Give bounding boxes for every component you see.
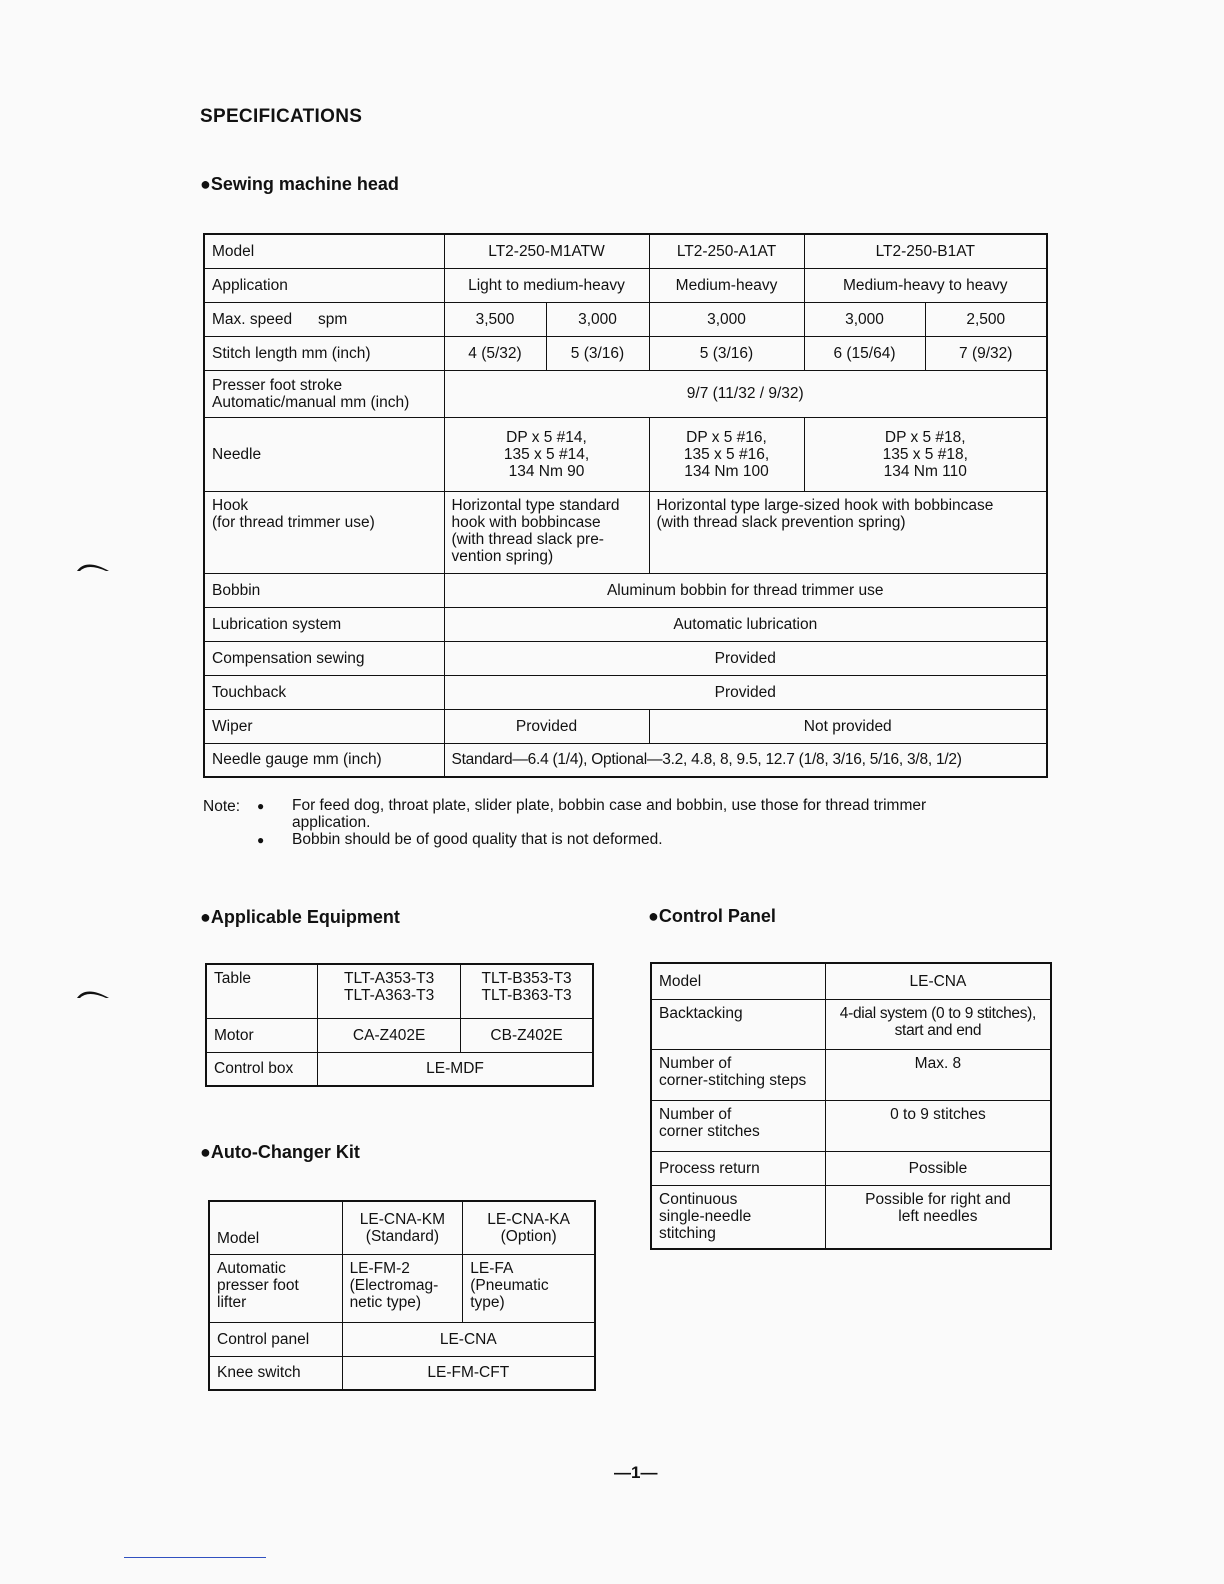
note-label: Note: xyxy=(203,798,241,815)
table-row xyxy=(651,1049,1051,1100)
speed-cell: 3,000 xyxy=(804,302,925,336)
row-label: Continuous single-needle stitching xyxy=(651,1185,825,1249)
section-heading-equipment: ●Applicable Equipment xyxy=(200,907,400,927)
presser-value: 9/7 (11/32 / 9/32) xyxy=(444,370,1047,417)
model-cell: LT2-250-B1AT xyxy=(804,234,1047,268)
speed-cell: 3,500 xyxy=(444,302,546,336)
stitch-cell: 7 (9/32) xyxy=(925,336,1047,370)
row-label: Number of corner stitches xyxy=(651,1100,825,1151)
wiper-cell: Not provided xyxy=(649,709,1047,743)
table-row xyxy=(651,963,1051,999)
section-heading-sewing-head: ●Sewing machine head xyxy=(200,174,399,194)
row-label: Process return xyxy=(651,1151,825,1185)
application-cell: Medium-heavy xyxy=(649,268,804,302)
hook-cell: Horizontal type standard hook with bobbincase (with thread slack pre- vention spring) xyxy=(444,491,649,573)
row-label: Knee switch xyxy=(209,1356,342,1390)
compensation-value: Provided xyxy=(444,641,1047,675)
model-cell: LT2-250-M1ATW xyxy=(444,234,649,268)
control-panel-cell: 0 to 9 stitches xyxy=(825,1100,1051,1151)
control-panel-table xyxy=(650,962,1052,1250)
hook-cell: Horizontal type large-sized hook with bobbincase (with thread slack prevention spring) xyxy=(649,491,1047,573)
row-label: Control box xyxy=(206,1052,318,1086)
table-row xyxy=(204,709,1047,743)
row-label: Motor xyxy=(206,1018,318,1052)
table-row xyxy=(209,1254,595,1322)
touchback-value: Provided xyxy=(444,675,1047,709)
motor-cell: CB-Z402E xyxy=(461,1018,593,1052)
footer-rule xyxy=(124,1557,266,1558)
wiper-cell: Provided xyxy=(444,709,649,743)
speed-cell: 3,000 xyxy=(649,302,804,336)
needle-cell: DP x 5 #14, 135 x 5 #14, 134 Nm 90 xyxy=(444,417,649,491)
table-row xyxy=(651,1100,1051,1151)
lubrication-value: Automatic lubrication xyxy=(444,607,1047,641)
knee-switch-value: LE-FM-CFT xyxy=(342,1356,595,1390)
stitch-cell: 5 (3/16) xyxy=(649,336,804,370)
row-label: Needle xyxy=(204,417,444,491)
row-label: Stitch length mm (inch) xyxy=(204,336,444,370)
table-row xyxy=(204,268,1047,302)
page-number: —1— xyxy=(614,1463,658,1482)
speed-cell: 3,000 xyxy=(546,302,649,336)
row-label: Compensation sewing xyxy=(204,641,444,675)
table-row xyxy=(209,1201,595,1254)
sewing-head-spec-table xyxy=(203,233,1048,778)
table-row xyxy=(651,1151,1051,1185)
model-cell: LT2-250-A1AT xyxy=(649,234,804,268)
table-row xyxy=(651,999,1051,1049)
table-row xyxy=(204,234,1047,268)
table-row xyxy=(204,336,1047,370)
gauge-value: Standard—6.4 (1/4), Optional—3.2, 4.8, 8, 9.5, 12.7 (1/8, 3/16, 5/16, 3/8, 1/2) xyxy=(444,743,1047,777)
table-row xyxy=(204,417,1047,491)
application-cell: Medium-heavy to heavy xyxy=(804,268,1047,302)
note-bullet: ● xyxy=(257,799,265,813)
section-heading-auto-changer: ●Auto-Changer Kit xyxy=(200,1142,360,1162)
control-box-value: LE-MDF xyxy=(318,1052,593,1086)
speed-cell: 2,500 xyxy=(925,302,1047,336)
stitch-cell: 4 (5/32) xyxy=(444,336,546,370)
row-label: Hook (for thread trimmer use) xyxy=(204,491,444,573)
row-label: Number of corner-stitching steps xyxy=(651,1049,825,1100)
bobbin-value: Aluminum bobbin for thread trimmer use xyxy=(444,573,1047,607)
stitch-cell: 6 (15/64) xyxy=(804,336,925,370)
page-title: SPECIFICATIONS xyxy=(200,106,363,127)
row-label: Model xyxy=(651,963,825,999)
row-label: Model xyxy=(204,234,444,268)
needle-cell: DP x 5 #18, 135 x 5 #18, 134 Nm 110 xyxy=(804,417,1047,491)
table-row xyxy=(204,675,1047,709)
control-panel-cell: Max. 8 xyxy=(825,1049,1051,1100)
table-row xyxy=(209,1356,595,1390)
table-row xyxy=(204,302,1047,336)
table-row xyxy=(206,1052,593,1086)
binder-hole-mark xyxy=(76,985,110,999)
control-panel-cell: Possible for right and left needles xyxy=(825,1185,1051,1249)
row-label: Needle gauge mm (inch) xyxy=(204,743,444,777)
stitch-cell: 5 (3/16) xyxy=(546,336,649,370)
control-panel-cell: 4-dial system (0 to 9 stitches), start and end xyxy=(825,999,1051,1049)
note-item: Bobbin should be of good quality that is not deformed. xyxy=(292,831,663,848)
row-label: Touchback xyxy=(204,675,444,709)
control-panel-cell: LE-CNA xyxy=(825,963,1051,999)
table-model-cell: TLT-B353-T3 TLT-B363-T3 xyxy=(461,964,593,1018)
table-row xyxy=(204,607,1047,641)
control-panel-value: LE-CNA xyxy=(342,1322,595,1356)
table-row xyxy=(651,1185,1051,1249)
row-label: Automatic presser foot lifter xyxy=(209,1254,342,1322)
section-heading-control-panel: ●Control Panel xyxy=(648,906,776,926)
row-label: Lubrication system xyxy=(204,607,444,641)
table-row xyxy=(204,573,1047,607)
binder-hole-mark xyxy=(76,558,110,572)
note-bullet: ● xyxy=(257,833,265,847)
row-label: Presser foot stroke Automatic/manual mm (inch) xyxy=(204,370,444,417)
row-label: Application xyxy=(204,268,444,302)
row-label: Bobbin xyxy=(204,573,444,607)
motor-cell: CA-Z402E xyxy=(318,1018,461,1052)
table-row xyxy=(204,743,1047,777)
row-label: Model xyxy=(209,1201,342,1254)
kit-model-cell: LE-CNA-KA (Option) xyxy=(463,1201,595,1254)
application-cell: Light to medium-heavy xyxy=(444,268,649,302)
lifter-cell: LE-FM-2 (Electromag- netic type) xyxy=(342,1254,463,1322)
row-label: Max. speed spm xyxy=(204,302,444,336)
row-label: Backtacking xyxy=(651,999,825,1049)
table-row xyxy=(204,370,1047,417)
lifter-cell: LE-FA (Pneumatic type) xyxy=(463,1254,595,1322)
table-row xyxy=(204,641,1047,675)
table-model-cell: TLT-A353-T3 TLT-A363-T3 xyxy=(318,964,461,1018)
note-item: For feed dog, throat plate, slider plate, bobbin case and bobbin, use those for thread trimmer application. xyxy=(292,797,927,831)
row-label: Control panel xyxy=(209,1322,342,1356)
kit-model-cell: LE-CNA-KM (Standard) xyxy=(342,1201,463,1254)
row-label: Table xyxy=(206,964,318,1018)
auto-changer-table xyxy=(208,1200,596,1391)
table-row xyxy=(206,1018,593,1052)
table-row xyxy=(204,491,1047,573)
control-panel-cell: Possible xyxy=(825,1151,1051,1185)
table-row xyxy=(206,964,593,1018)
needle-cell: DP x 5 #16, 135 x 5 #16, 134 Nm 100 xyxy=(649,417,804,491)
equipment-table xyxy=(205,963,594,1087)
table-row xyxy=(209,1322,595,1356)
row-label: Wiper xyxy=(204,709,444,743)
